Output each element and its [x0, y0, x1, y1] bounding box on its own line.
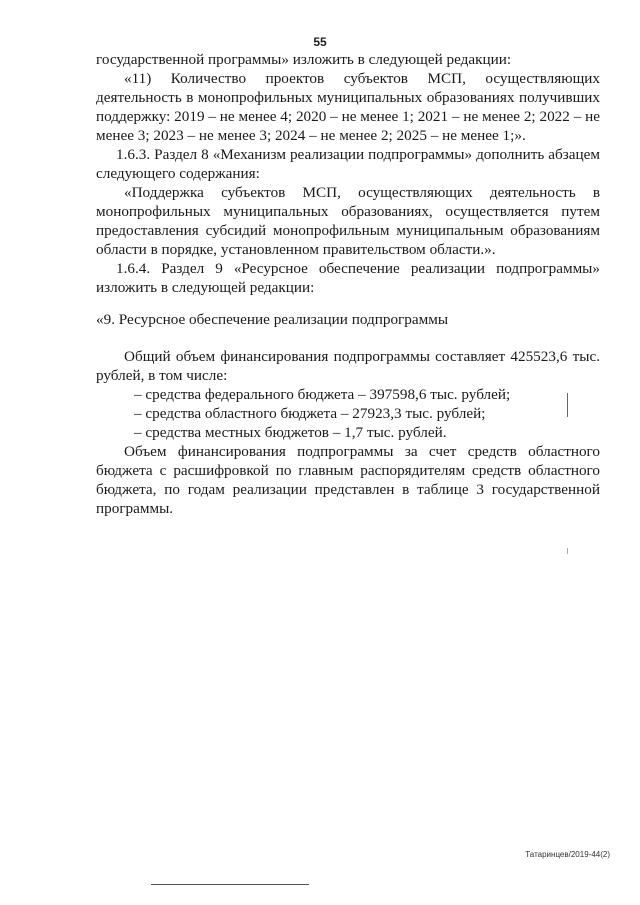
footer-code: Татаринцев/2019-44(2) — [525, 850, 610, 859]
document-body — [96, 50, 600, 518]
paragraph-item-11: «11) Количество проектов субъектов МСП, осуществляющих деятельность в монопрофильных муниципальных образованиях получивших поддержку: 2019 – не менее 4; 2020 – не менее 1; 2021 – не менее 2; 2022 – не менее 3; 2023 – не менее 3; 2024 – не менее 2; 2025 – не менее 1;». — [96, 70, 600, 144]
financing-intro: Общий объем финансирования подпрограммы составляет 425523,6 тыс. рублей, в том числе: — [96, 348, 600, 384]
paragraph-continuation: государственной программы» изложить в следующей редакции: — [96, 51, 512, 68]
paragraph-1-6-4: 1.6.4. Раздел 9 «Ресурсное обеспечение реализации подпрограммы» изложить в следующей редакции: — [96, 260, 600, 296]
scan-artifact-mark — [567, 393, 568, 417]
financing-item-regional: – средства областного бюджета – 27923,3 тыс. рублей; — [96, 404, 600, 423]
financing-item-local: – средства местных бюджетов – 1,7 тыс. рублей. — [96, 423, 600, 442]
section-title: «9. Ресурсное обеспечение реализации подпрограммы — [96, 311, 449, 328]
page-number: 55 — [313, 35, 327, 49]
closing-paragraph: Объем финансирования подпрограммы за счет средств областного бюджета с расшифровкой по главным распорядителям средств областного бюджета, по годам реализации представлен в таблице 3 государственной программы. — [96, 443, 600, 517]
bottom-divider — [151, 884, 309, 885]
paragraph-1-6-3: 1.6.3. Раздел 8 «Механизм реализации подпрограммы» дополнить абзацем следующего содержания: — [96, 146, 600, 182]
scan-artifact-mark — [567, 548, 568, 554]
paragraph-support-quote: «Поддержка субъектов МСП, осуществляющих деятельность в монопрофильных муниципальных образованиях, осуществляется путем предоставления субсидий монопрофильным муниципальным образованиям области в порядке, установленном правительством области.». — [96, 184, 600, 258]
financing-item-federal: – средства федерального бюджета – 397598,6 тыс. рублей; — [96, 385, 600, 404]
